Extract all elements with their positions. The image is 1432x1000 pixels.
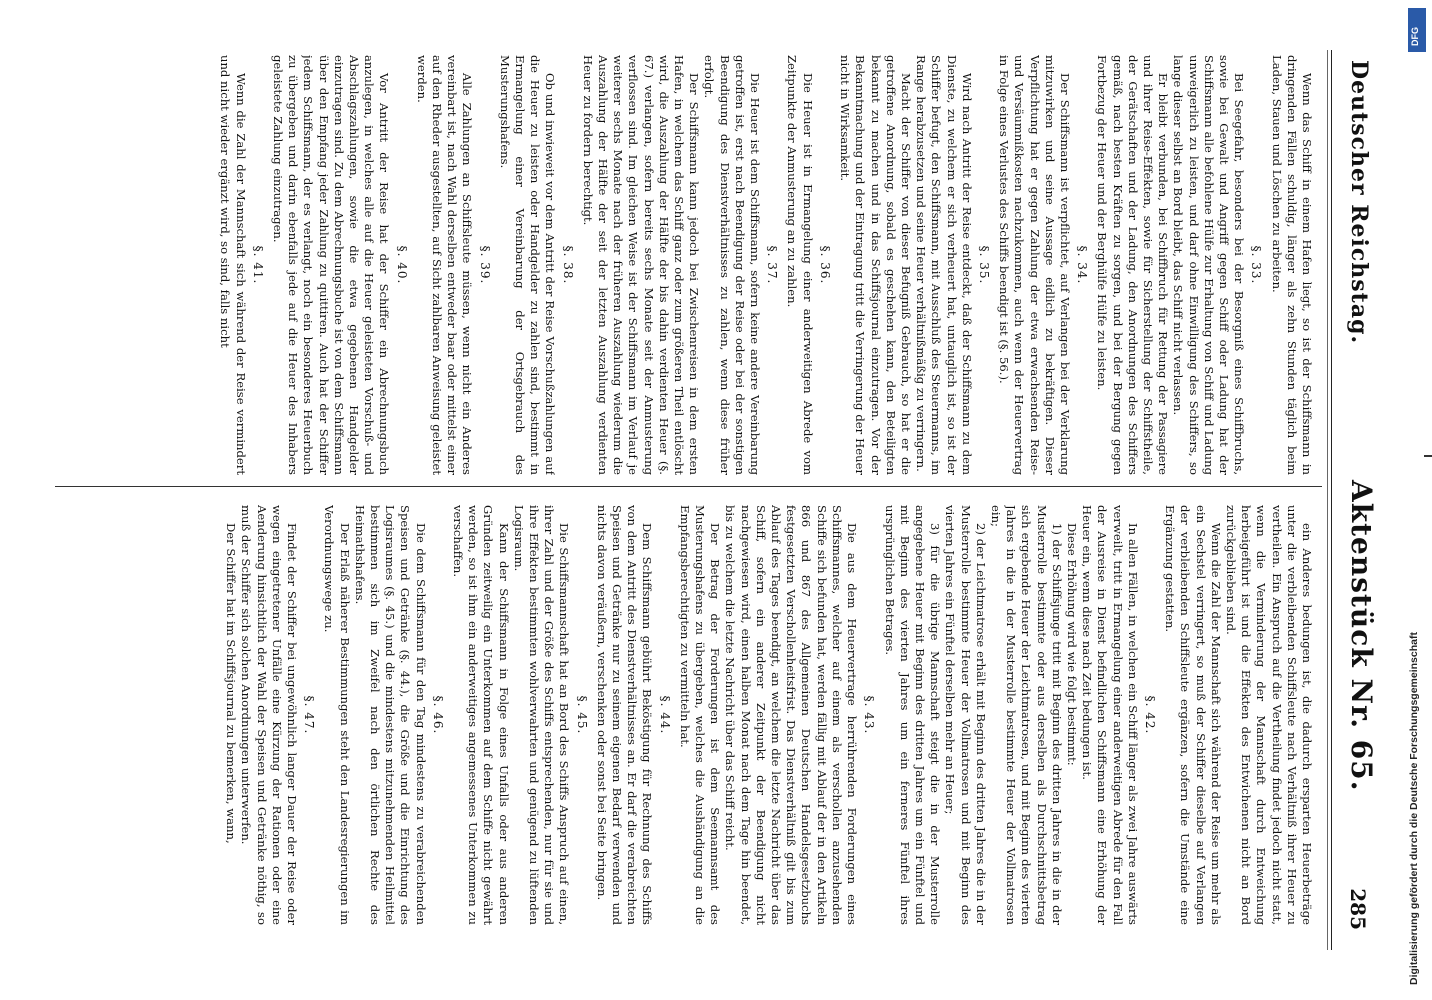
header-rule-thin [1327, 50, 1328, 950]
paragraph: 2) der Leichtmatrose erhält mit Beginn des dritten Jahres die in der Musterrolle bestimmte Heuer der Vollmatrosen und mit Beginn des vierten Jahres ein Fünftel derselben mehr an Heuer; [943, 505, 988, 925]
paragraph: Wenn die Zahl der Mannschaft sich während der Reise um mehr als ein Sechstel verringert, so muß der Schiffer dieselbe auf Verlangen der verbleibenden Schiffsleute ergänzen, sofern die Umstände eine Ergänzung gestatten. [1163, 505, 1223, 925]
paragraph: Bei Seegefahr, besonders bei der Besorgniß eines Schiffbruchs, sowie bei Gewalt und Angriff gegen Schiff oder Ladung hat der Schiffsmann alle befohlene Hülfe zur Erhaltung von Schiff und Ladung unweigerlich zu leisten, und darf ohne Einwilligung des Schiffers, so lange dieser selbst an Bord bleibt, das Schiff nicht verlassen. [1171, 55, 1247, 475]
paragraph: Der Betrag der Forderungen ist dem Seemannsamt des Musterungshafens zu übergeben, welches die Aushändigung an die Empfangsberechtigten zu vermitteln hat. [677, 505, 723, 925]
section-heading: §. 39. [477, 245, 492, 285]
paragraph: Findet der Schiffer bei ungewöhnlich langer Dauer der Reise oder wegen eingetretener Unfälle eine Kürzung der Rationen oder eine Aenderung hinsichtlich der Wahl der Speisen und Getränke nöthig, so muß der Schiffer sich solchen Anordnungen unterwerfen. [239, 505, 299, 925]
paragraph: Der Schiffsmann ist verpflichtet, auf Verlangen bei der Verklarung mitzuwirken und seine Aussage eidlich zu bekräftigen. Dieser Verpflichtung hat er gegen Zahlung der etwa erwachsenden Reise- und Versäumnißkosten nachzukommen, auch wenn der Heuervertrag in Folge eines Verlustes des Schiffs beendigt ist (§. 56.). [997, 55, 1072, 475]
paragraph: Ob und inwieweit vor dem Antritt der Reise Vorschußzahlungen auf die Heuer zu leisten oder Handgelder zu zahlen sind, bestimmt in Ermangelung einer Vereinbarung der Ortsgebrauch des Musterungshafens. [497, 55, 558, 475]
paragraph: Der Erlaß näherer Bestimmungen steht den Landesregierungen im Verordnungswege zu. [322, 505, 352, 925]
paragraph: Diese Erhöhung wird wie folgt bestimmt: [1064, 523, 1079, 766]
left-column [60, 55, 1314, 475]
paragraph: 1) der Schiffsjunge tritt mit Beginn des dritten Jahres in die in der Musterrolle bestimmte oder aus derselben als Durchschnittsbetrag sich ergebende Heuer der Leichtmatrosen, und mit Beginn des vierten Jahres in die in der Musterrolle bestimmte Heuer der Vollmatrosen ein; [988, 505, 1064, 925]
section-heading: §. 41. [250, 245, 265, 285]
page-number: 285 [1346, 888, 1370, 930]
paragraph: Der Schiffer hat im Schiffsjournal zu bemerken, wann, [224, 523, 239, 844]
paragraph: Dem Schiffsmann gebührt Beköstigung für Rechnung des Schiffs von dem Antritt des Dienstverhältnisses an. Er darf die verabreichten Speisen und Getränke nur zu seinem eigenen Bedarf verwenden und nichts davon veräußern, verschenken oder sonst bei Seite bringen. [594, 505, 655, 925]
paragraph: Die aus dem Heuervertrage herrührenden Forderungen eines Schiffsmannes, welcher auf einem als verschollen anzusehenden Schiffe sich befunden hat, werden fällig mit Ablauf der in den Artikeln 866 und 867 des Allgemeinen Deutschen Handelsgesetzbuchs festgesetzten Verschollenheitsfrist. Das Dienstverhältniß gilt bis zum Ablauf des Tages beendigt, an welchem die letzte Nachricht über das Schiff, sofern ein anderer Zeitpunkt der Beendigung nicht nachgewiesen wird, einen halben Monat nach dem Tage hin beendet, bis zu welchem die letzte Nachricht über das Schiff reicht. [723, 505, 860, 925]
paragraph: Die dem Schiffsmann für den Tag mindestens zu verabreichenden Speisen und Getränke (§. 44.), die Größe und die Einrichtung des Logisraumes (§. 45.) und die mindestens mitzunehmenden Heilmittel bestimmen sich im Zweifel nach den örtlichen Rechte des Heimathshafens. [352, 505, 428, 925]
dfg-logo-text: DFG [1410, 27, 1420, 46]
right-column [60, 505, 1314, 925]
section-heading: §. 36. [817, 245, 832, 285]
paragraph: Die Schiffsmannschaft hat an Bord des Schiffs Anspruch auf einen, ihrer Zahl und der Größe des Schiffs entsprechenden, nur für sie und ihre Effekten bestimmten wohlverwahrten und genügend zu lüftenden Logisraum. [511, 505, 572, 925]
paragraph: Die Heuer ist in Ermangelung einer anderweitigen Abrede vom Zeitpunkte der Anmusterung an zu zahlen. [785, 55, 815, 475]
section-heading: §. 35. [976, 245, 991, 285]
paragraph: Die Heuer ist dem Schiffsmann, sofern keine andere Vereinbarung getroffen ist, erst nach Beendigung der Reise oder bei der sonstigen Beendigung des Dienstverhältnisses zu zahlen, wenn diese früher erfolgt. [702, 55, 763, 475]
section-heading: §. 44. [657, 695, 672, 735]
paragraph: Vor Antritt der Reise hat der Schiffer ein Abrechnungsbuch anzulegen, in welches alle auf die Heuer geleisteten Vorschuß- und Abschlagszahlungen, sowie die etwa gegebenen Handgelder einzutragen sind. Zu dem Abrechnungsbuche ist von dem Schiffsmann über den Empfang jeder Zahlung zu quittiren. Auch hat der Schiffer jedem Schiffsmann, der es verlangt, noch ein besonderes Heuerbuch zu übergeben und darin ebenfalls jede auf die Heuer des Inhabers geleistete Zahlung einzutragen. [271, 55, 392, 475]
section-heading: §. 45. [574, 695, 589, 735]
dfg-logo [1408, 8, 1426, 52]
paragraph: Der Schiffsmann kann jedoch bei Zwischenreisen in dem ersten Hafen, in welchem das Schiff ganz oder zum größeren Theil entlöscht wird, die Auszahlung der Hälfte der bis dahin verdienten Heuer (§. 67.) verlangen, sofern bereits sechs Monate seit der Anmusterung verflossen sind. Im gleichen Weise ist der Schiffsmann im Verlauf je weiterer sechs Monate nach der früheren Auszahlung wiederum die Auszahlung der Hälfte der seit der letzten Auszahlung verdienten Heuer zu fordern berechtigt. [580, 55, 702, 475]
section-heading: §. 42. [1142, 695, 1157, 735]
section-heading: §. 47. [302, 695, 317, 735]
paragraph: Wird nach Antritt der Reise entdeckt, daß der Schiffsmann zu dem Dienste, zu welchem er sich verheuert hat, untauglich ist, so ist der Schiffer befugt, den Schiffsmann, mit Ausschluß des Steuermanns, im Range herabzusetzen und seine Heuer verhältnißmäßig zu verringern. [914, 55, 974, 475]
header-rule [1331, 50, 1332, 950]
funding-credit-text: Digitalisierung gefördert durch die Deutsche Forschungsgemeinschaft [1408, 632, 1420, 985]
paragraph: ein Anderes bedungen ist, die dadurch ersparten Heuerbeträge unter die verbleibenden Schiffsleute nach Verhältniß ihrer Heuer zu vertheilen. Ein Anspruch auf die Vertheilung findet jedoch nicht statt, wenn die Verminderung der Mannschaft durch Entweichung herbeigeführt ist und die Effekten des Entwichenen nicht an Bord zurückgeblieben sind. [1223, 505, 1314, 925]
header-publication: Deutscher Reichstag. [1346, 60, 1372, 345]
section-heading: §. 38. [560, 245, 575, 285]
paragraph: Wenn die Zahl der Mannschaft sich während der Reise vermindert und nicht wieder ergänzt wird, so sind, falls nicht [218, 55, 248, 475]
section-heading: §. 33. [1249, 245, 1264, 285]
paragraph: 3) für die übrige Mannschaft steigt die in der Musterrolle angegebene Heuer mit Beginn des dritten Jahres um ein Fünftel und mit Beginn des vierten Jahres um ein ferneres Fünftel ihres ursprünglichen Betrages. [882, 505, 943, 925]
section-heading: §. 43. [862, 695, 877, 735]
section-heading: §. 46. [430, 695, 445, 735]
paragraph: Wenn das Schiff in einem Hafen liegt, so ist der Schiffsmann in dringenden Fällen schuldig, länger als zehn Stunden täglich beim Laden, Stauen und Löschen zu arbeiten. [1269, 55, 1314, 475]
paragraph: Alle Zahlungen an Schiffsleute müssen, wenn nicht ein Anderes vereinbart ist, nach Wahl derselben entweder baar oder mittelst einer auf den Rheder ausgestellten, auf Sicht zahlbaren Anweisung geleistet werden. [414, 55, 475, 475]
paragraph: In allen Fällen, in welchen ein Schiff länger als zwei Jahre auswärts verweilt, tritt in Ermangelung einer anderweitigen Abrede für den Fall der Ausreise in Dienst befindlichen Schiffsmann eine Erhöhung der Heuer ein, wenn diese nach Zeit bedungen ist. [1080, 505, 1140, 925]
column-divider [55, 486, 1322, 487]
section-heading: §. 34. [1075, 245, 1090, 285]
paragraph: Kann der Schiffsmann in Folge eines Unfalls oder aus anderen Gründen zeitweilig ein Unterkommen auf dem Schiffe nicht gewährt werden, so ist ihm ein anderweitiges angemessenes Unterkommen zu verschaffen. [451, 505, 511, 925]
paragraph: Er bleibt verbunden, bei Schiffbruch für Rettung der Passagiere und ihrer Reise-Effekten, sowie für Sicherstellung der Schiffstheile, der Gerätschaften und der Ladung, den Anordnungen des Schiffers gemäß, nach besten Kräften zu sorgen, und bei der Bergung gegen Fortbezug der Heuer und der Berghülfe Hülfe zu leisten. [1095, 55, 1171, 475]
section-heading: §. 40. [394, 245, 409, 285]
section-heading: §. 37. [765, 245, 780, 285]
paragraph: Macht der Schiffer von dieser Befugniß Gebrauch, so hat er die getroffene Anordnung, sobald es geschehen kann, den Beteiligten bekannt zu machen und in das Schiffsjournal einzutragen. Vor der Bekanntmachung und der Eintragung tritt die Verringerung der Heuer nicht in Wirksamkeit. [838, 55, 913, 475]
funding-credit [1404, 10, 1428, 990]
page-header [1338, 60, 1378, 960]
header-document-number: Aktenstück Nr. 65. [1345, 480, 1378, 792]
